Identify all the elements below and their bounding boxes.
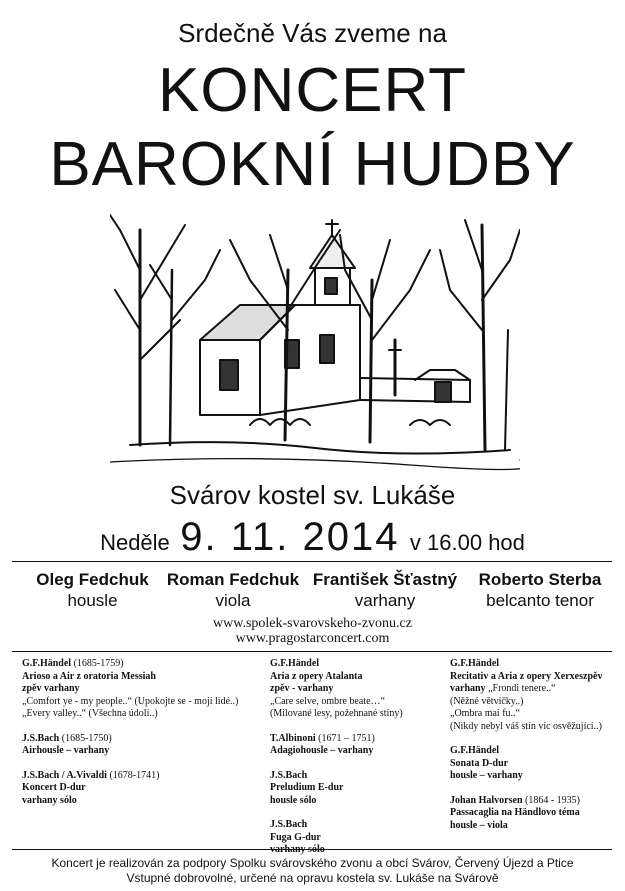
- program-entry: [270, 770, 440, 808]
- program-line: [270, 708, 440, 721]
- program-composer-line: [450, 658, 620, 671]
- program-line: [450, 708, 620, 721]
- performer-role: varhany: [354, 591, 416, 610]
- program-line-text: (Něžné větvičky..): [450, 695, 524, 707]
- date-line: [0, 515, 625, 560]
- program-composer-years: (1864 - 1935): [522, 794, 581, 806]
- program-line: [270, 795, 440, 808]
- program-line: [450, 721, 620, 734]
- program-composer-years: (1671 – 1751): [315, 732, 375, 744]
- program-entry: [22, 733, 247, 758]
- performer-name: Roman Fedchuk: [166, 570, 300, 589]
- program-entry: [22, 770, 247, 808]
- program-composer-line: [270, 658, 440, 671]
- divider-middle: [12, 651, 612, 652]
- program-line: [270, 844, 440, 857]
- program-line: [270, 696, 440, 709]
- program-composer: J.S.Bach: [22, 732, 60, 744]
- program-composer: J.S.Bach: [270, 769, 308, 781]
- program-line-text: housle – varhany: [450, 770, 523, 781]
- performer-role: housle: [67, 591, 118, 610]
- program-line: [270, 683, 440, 696]
- program-line-text: „Care selve, ombre beate…“: [270, 695, 385, 707]
- program-line-text: Passacaglia na Händlovo téma: [450, 807, 580, 818]
- program-column-2: [270, 658, 440, 869]
- program-line-text: zpěv - varhany: [270, 683, 334, 694]
- program-entry: [450, 745, 620, 783]
- program-line-text: Sonata D-dur: [450, 757, 509, 769]
- program-composer-line: [22, 733, 247, 746]
- performer-role: viola: [215, 591, 251, 610]
- performer-3: [305, 570, 465, 611]
- program-line-text: varhany: [450, 683, 486, 694]
- program-composer: G.F.Händel: [450, 745, 500, 756]
- program-composer-line: [22, 770, 247, 783]
- program-composer-line: [270, 770, 440, 783]
- program-line-text: Fuga G-dur: [270, 831, 321, 843]
- program-line-text: zpěv varhany: [22, 683, 80, 694]
- program-entry: [22, 658, 247, 721]
- program-composer-line: [270, 733, 440, 746]
- program-composer-line: [450, 795, 620, 808]
- program-composer: G.F.Händel: [450, 658, 500, 669]
- program-line-text: „Ombra mai fu..“: [450, 708, 520, 719]
- program-composer: G.F.Händel: [270, 658, 320, 669]
- program-composer: T.Albinoni: [270, 732, 316, 744]
- program-composer-line: [450, 745, 620, 758]
- church-trees-drawing-icon: [110, 210, 520, 475]
- invite-line: Srdečně Vás zveme na: [178, 18, 447, 48]
- performer-name: František Šťastný: [312, 570, 458, 589]
- program-line: [450, 683, 620, 696]
- program-composer: Johan Halvorsen: [450, 794, 523, 806]
- program-line: [22, 745, 247, 758]
- program-line-text: housle sólo: [270, 794, 317, 806]
- title-line-1: KONCERT: [157, 56, 467, 125]
- footer-sponsor-line: Koncert je realizován za podpory Spolku svárovského zvonu a obcí Svárov, Červený Újezd a Ptice: [51, 856, 574, 870]
- program-line: [450, 671, 620, 684]
- divider-bottom: [12, 849, 612, 850]
- program-line-text: (Milované lesy, požehnané stíny): [270, 708, 403, 719]
- program-line-text: Aria z opery Atalanta: [270, 670, 363, 682]
- program-entry: [270, 658, 440, 721]
- program-line: [270, 832, 440, 845]
- performer-name: Roberto Sterba: [478, 570, 602, 589]
- program-entry: [450, 658, 620, 733]
- program-line: [22, 671, 247, 684]
- program-line: [450, 758, 620, 771]
- program-line: [450, 807, 620, 820]
- program-line: [450, 696, 620, 709]
- program-line-text: Adagiohousle – varhany: [270, 745, 374, 756]
- program-composer: G.F.Händel: [22, 658, 72, 669]
- program-composer: J.S.Bach: [270, 819, 308, 830]
- program-column-3: [450, 658, 620, 844]
- program-entry: [450, 795, 620, 833]
- program-line: [22, 795, 247, 808]
- title-line-2: BAROKNÍ HUDBY: [49, 130, 576, 199]
- program-column-1: [22, 658, 247, 819]
- program-line: [22, 696, 247, 709]
- performer-2: [162, 570, 304, 611]
- program-line: [270, 671, 440, 684]
- program-line: [450, 770, 620, 783]
- program-line-extra: „Frondi tenere..“: [485, 683, 556, 694]
- program-line-text: Arioso a Air z oratoria Messiah: [22, 670, 156, 682]
- date-time: v 16.00 hod: [409, 530, 525, 555]
- program-composer-years: (1685-1759): [71, 658, 124, 669]
- program-composer-line: [22, 658, 247, 671]
- performer-role: belcanto tenor: [486, 591, 594, 610]
- program-composer: J.S.Bach / A.Vivaldi: [22, 769, 107, 781]
- program-line: [22, 708, 247, 721]
- date-day: Neděle: [100, 530, 170, 555]
- program-line-text: Recitativ a Aria z opery Xerxeszpěv: [450, 670, 603, 682]
- divider-top: [12, 561, 612, 562]
- program-line-text: Preludium E-dur: [270, 782, 344, 793]
- program-composer-line: [270, 819, 440, 832]
- program-line-text: housle – viola: [450, 819, 508, 831]
- program-line: [270, 745, 440, 758]
- program-line: [450, 820, 620, 833]
- program-line-text: „Every valley..“ (Všechna údolí..): [22, 708, 158, 719]
- performer-4: [465, 570, 615, 611]
- program-composer-years: (1678-1741): [106, 769, 160, 781]
- program-entry: [270, 733, 440, 758]
- program-line: [270, 782, 440, 795]
- program-line-text: (Nikdy nebyl váš stín víc osvěžující..): [450, 720, 602, 732]
- footer-admission-line: Vstupné dobrovolné, určené na opravu kostela sv. Lukáše na Svárově: [126, 871, 499, 885]
- program-line-text: Airhousle – varhany: [22, 745, 110, 756]
- date-value: 9. 11. 2014: [180, 515, 400, 559]
- program-entry: [270, 819, 440, 857]
- program-line: [22, 683, 247, 696]
- performer-name: Oleg Fedchuk: [36, 570, 149, 589]
- website-link-2[interactable]: www.pragostarconcert.com: [235, 631, 390, 646]
- performer-1: [25, 570, 160, 611]
- program-composer-years: (1685-1750): [59, 732, 112, 744]
- program-line: [22, 782, 247, 795]
- venue-line: Svárov kostel sv. Lukáše: [169, 480, 456, 510]
- program-line-text: varhany sólo: [22, 794, 77, 806]
- program-line-text: „Comfort ye - my people..“ (Upokojte se - moji lidé..): [22, 695, 239, 707]
- program-line-text: Koncert D-dur: [22, 782, 86, 793]
- website-link-1[interactable]: www.spolek-svarovskeho-zvonu.cz: [213, 616, 412, 631]
